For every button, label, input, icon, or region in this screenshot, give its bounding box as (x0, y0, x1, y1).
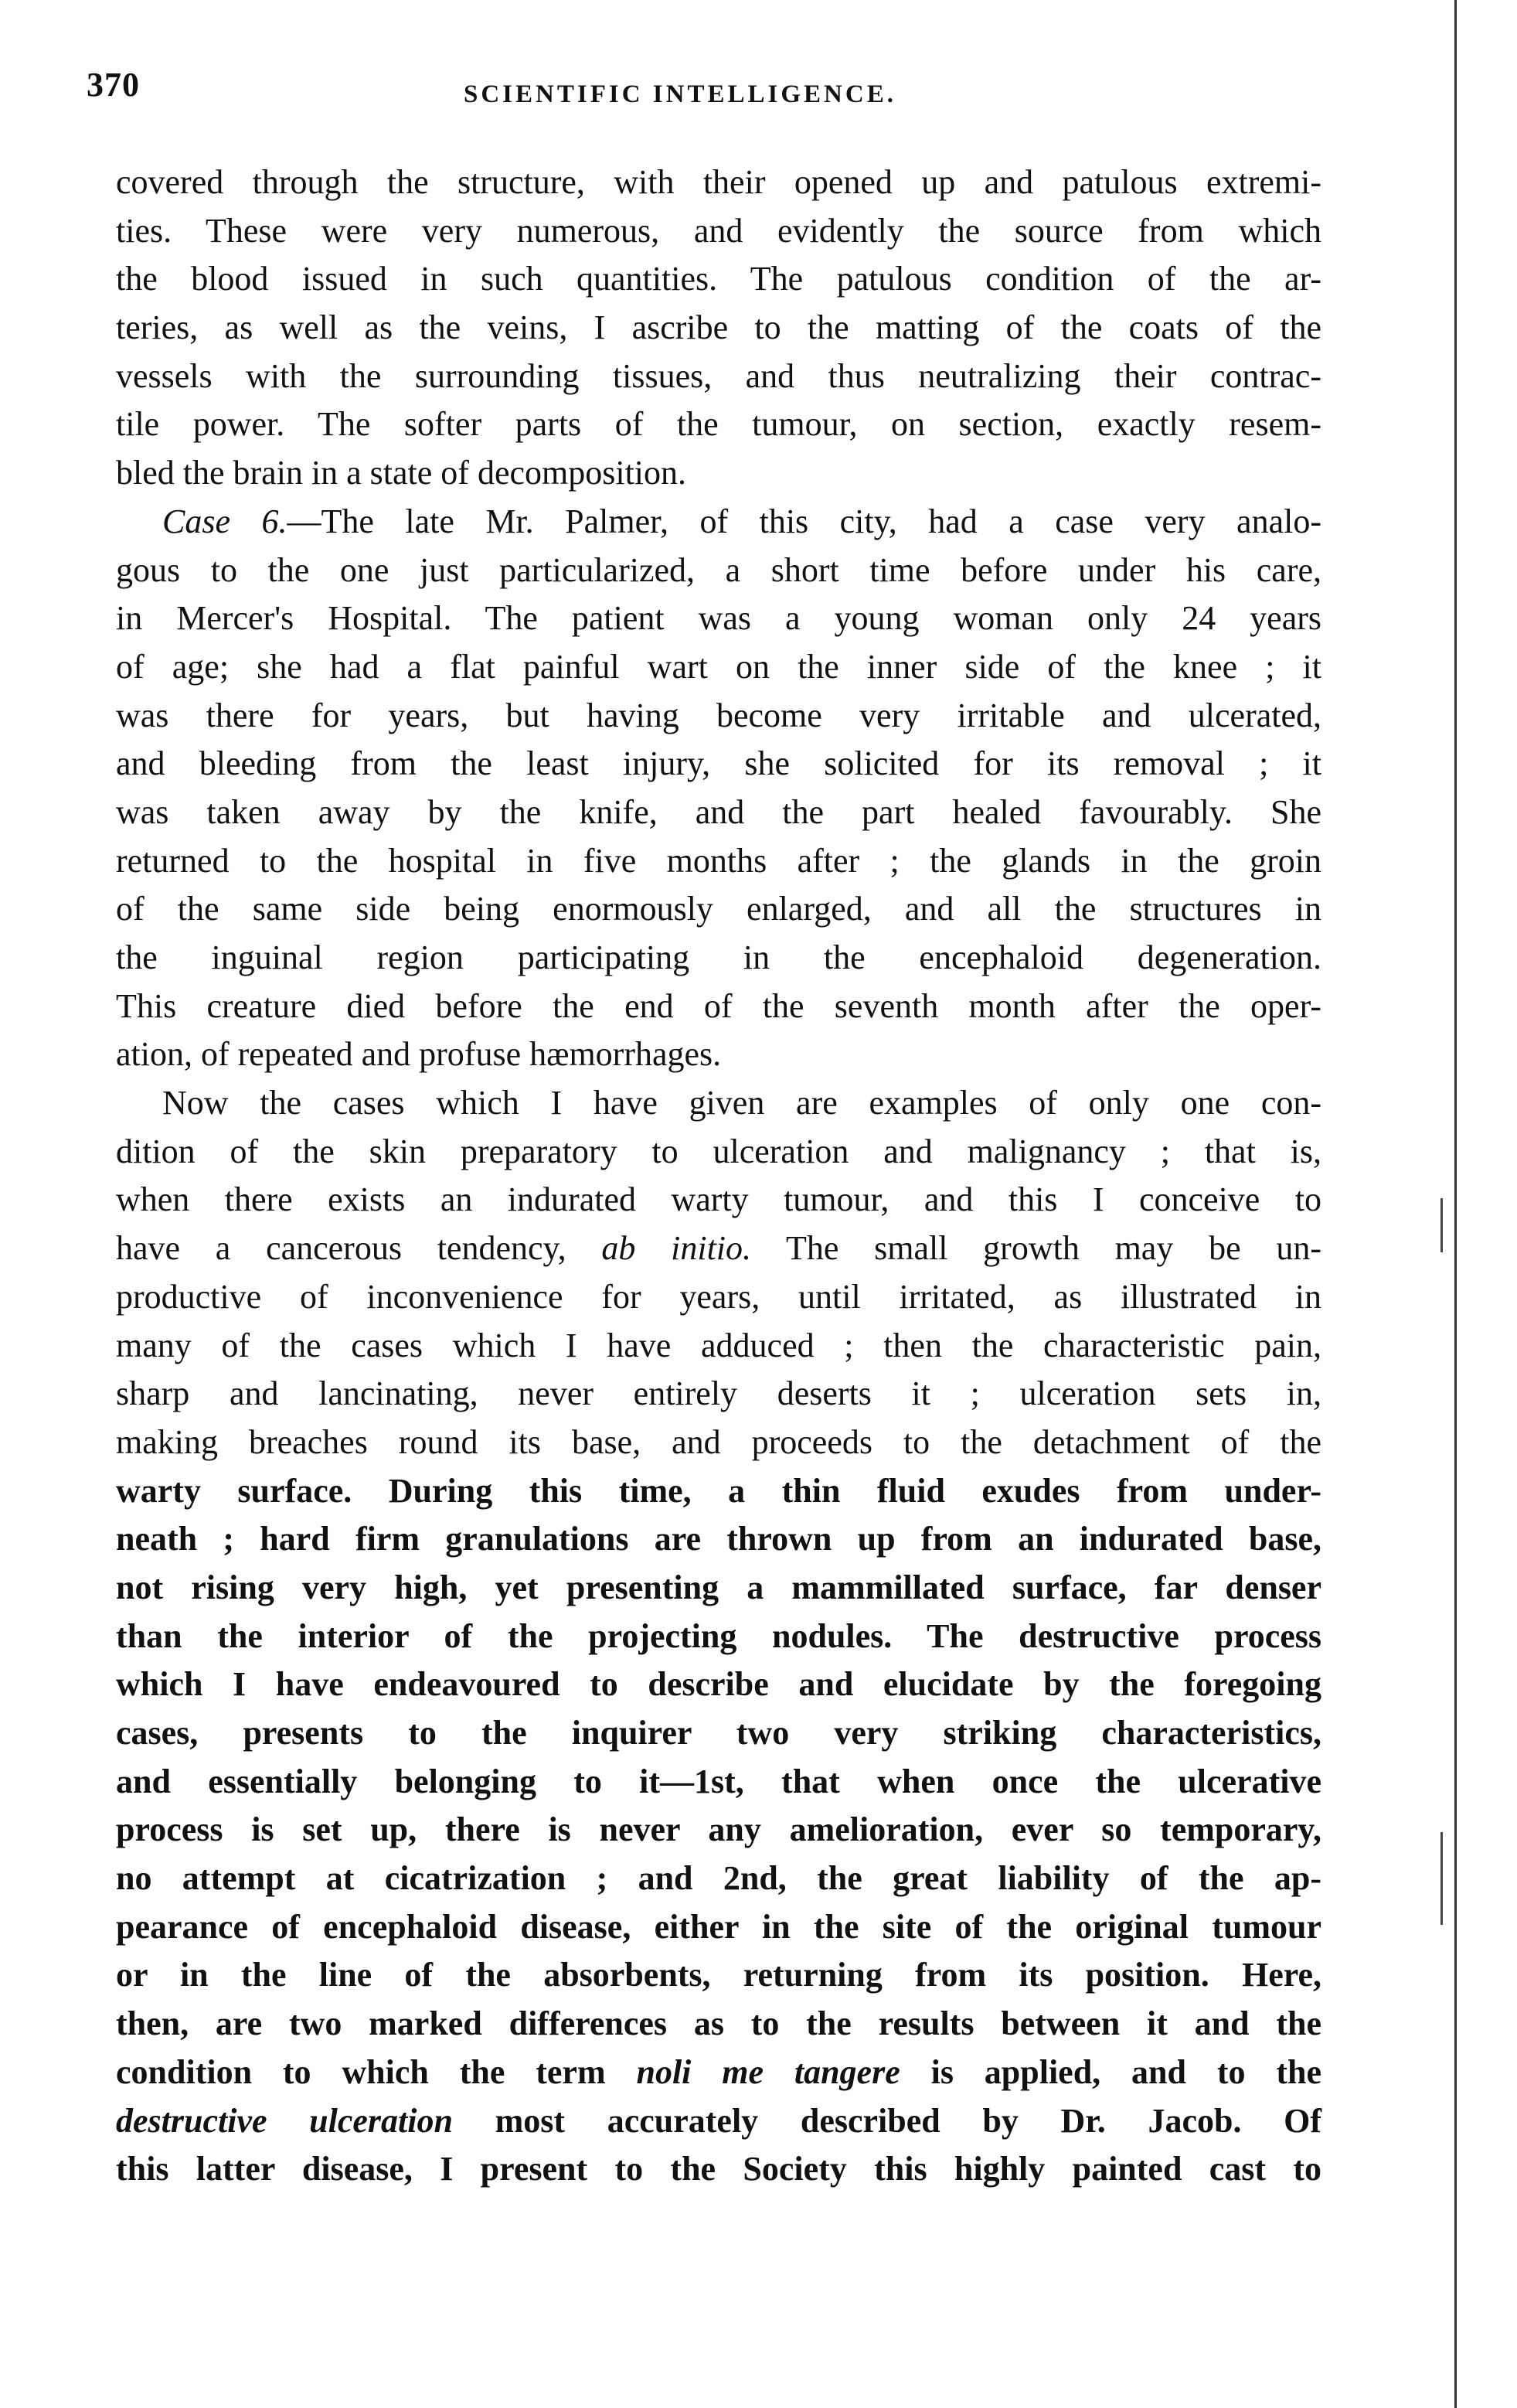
text-line: covered through the structure, with their opened up and patulous extremi- (116, 163, 1321, 201)
paragraph-start-line: Now the cases which I have given are examples of only one con- (162, 1084, 1321, 1122)
text-line: the inguinal region participating in the encephaloid degeneration. (116, 938, 1321, 976)
text-line: bled the brain in a state of decomposition. (116, 454, 687, 492)
text-line: dition of the skin preparatory to ulceration and malignancy ; that is, (116, 1132, 1321, 1170)
text-line: pearance of encephaloid disease, either in the site of the original tumour (116, 1907, 1321, 1946)
italic-phrase: destructive ulceration (116, 2101, 453, 2140)
page-number: 370 (87, 66, 140, 104)
text-line: in Mercer's Hospital. The patient was a young woman only 24 years (116, 599, 1321, 638)
text-line: ation, of repeated and profuse hæmorrhages. (116, 1035, 722, 1074)
text-line: no attempt at cicatrization ; and 2nd, the great liability of the ap- (116, 1859, 1321, 1898)
text-line: the blood issued in such quantities. The patulous condition of the ar- (116, 260, 1321, 298)
text-line: tile power. The softer parts of the tumour, on section, exactly resem- (116, 405, 1321, 444)
case-heading-line: Case 6.—The late Mr. Palmer, of this city, had a case very analo- (162, 502, 1321, 540)
italic-phrase: ab initio. (601, 1229, 752, 1268)
text-line: productive of inconvenience for years, until irritated, as illustrated in (116, 1277, 1321, 1316)
text-line: process is set up, there is never any amelioration, ever so temporary, (116, 1810, 1321, 1849)
italic-phrase: noli me tangere (636, 2052, 900, 2091)
text-line: returned to the hospital in five months after ; the glands in the groin (116, 841, 1321, 880)
text-line: was taken away by the knife, and the part healed favourably. She (116, 792, 1321, 831)
text-line: This creature died before the end of the seventh month after the oper- (116, 986, 1321, 1025)
text-line: of age; she had a flat painful wart on the inner side of the knee ; it (116, 647, 1321, 686)
text-line: gous to the one just particularized, a short time before under his care, (116, 550, 1321, 589)
text-line: many of the cases which I have adduced ; then the characteristic pain, (116, 1326, 1321, 1364)
page-edge-rule (1454, 0, 1457, 2408)
text-line: destructive ulceration most accurately described by Dr. Jacob. Of (116, 2101, 1321, 2140)
italic-phrase: Case 6. (162, 502, 287, 540)
text-line: warty surface. During this time, a thin fluid exudes from under- (116, 1471, 1321, 1510)
text-line: vessels with the surrounding tissues, and thus neutralizing their contrac- (116, 356, 1321, 395)
text-line: neath ; hard firm granulations are thrown up from an indurated base, (116, 1520, 1321, 1558)
text-line: and bleeding from the least injury, she solicited for its removal ; it (116, 744, 1321, 783)
text-line: teries, as well as the veins, I ascribe to the matting of the coats of the (116, 308, 1321, 347)
text-line: making breaches round its base, and proceeds to the detachment of the (116, 1422, 1321, 1461)
text-line: and essentially belonging to it—1st, that when once the ulcerative (116, 1762, 1321, 1800)
text-line: when there exists an indurated warty tumour, and this I conceive to (116, 1180, 1321, 1219)
text-line: ties. These were very numerous, and evidently the source from which (116, 211, 1321, 250)
text-line: than the interior of the projecting nodules. The destructive process (116, 1616, 1321, 1655)
text-line: cases, presents to the inquirer two very striking characteristics, (116, 1714, 1321, 1752)
margin-mark (1440, 1832, 1443, 1925)
text-line: sharp and lancinating, never entirely deserts it ; ulceration sets in, (116, 1374, 1321, 1413)
text-line: this latter disease, I present to the Society this highly painted cast to (116, 2150, 1321, 2188)
margin-mark (1440, 1198, 1443, 1252)
text-line: not rising very high, yet presenting a mammillated surface, far denser (116, 1568, 1321, 1606)
running-title: SCIENTIFIC INTELLIGENCE. (464, 80, 896, 108)
text-line: have a cancerous tendency, ab initio. The small growth may be un- (116, 1229, 1321, 1268)
text-line: then, are two marked differences as to the results between it and the (116, 2004, 1321, 2043)
body-text (116, 158, 1321, 2194)
text-line: which I have endeavoured to describe and elucidate by the foregoing (116, 1665, 1321, 1704)
text-line: condition to which the term noli me tangere is applied, and to the (116, 2052, 1321, 2091)
text-line: was there for years, but having become very irritable and ulcerated, (116, 696, 1321, 734)
text-line: of the same side being enormously enlarged, and all the structures in (116, 890, 1321, 928)
text-line: or in the line of the absorbents, returning from its position. Here, (116, 1956, 1321, 1994)
